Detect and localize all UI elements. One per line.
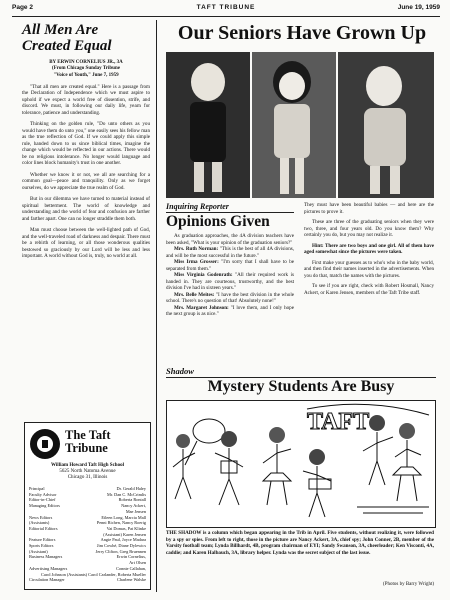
staff-name: Mr. Dan C. McCrimlis — [106, 491, 146, 497]
opinions-intro: As graduation approaches, the 4A division teachers have been asked, "What is your opinion of the graduation seniors?" — [166, 233, 294, 246]
staff-name: Eileen Long, Marcia Mall — [101, 514, 146, 520]
staff-name: Dr. Gerald Haley — [116, 486, 146, 491]
shadow-sketch — [166, 400, 436, 528]
staff-role: Faculty Advisor — [29, 491, 57, 497]
opinion-quote — [166, 272, 294, 292]
babies-paragraph: First make your guesses as to who's who in the baby world, and then find their names inserted in the advertisements. When you do that, match the names with the pictures. — [304, 259, 434, 279]
header-rule — [12, 16, 440, 17]
shadow-headline: Mystery Students Are Busy — [207, 378, 395, 395]
opinions-title: Opinions Given — [166, 213, 270, 230]
press-association-seal-icon — [30, 429, 60, 459]
staff-list — [29, 486, 146, 583]
sketch-taft-lettering: TAFT — [307, 409, 370, 435]
staff-name: Nancy Ackert, — [121, 503, 146, 509]
babies-hint: Hint: There are two boys and one girl. All of them have aged somewhat since the pictures were taken. — [304, 242, 434, 255]
teacher-name: Miss Virginia Godenrath: — [174, 272, 233, 278]
staff-row — [29, 577, 146, 583]
issue-date: June 19, 1959 — [397, 4, 440, 11]
teacher-name: Mrs. Belle Meites: — [174, 291, 215, 298]
page-header — [12, 4, 440, 14]
opinion-quote — [166, 292, 294, 305]
staff-name: Carol Johnson (Assistants) Carol Carlander, Roberta Mueller — [41, 571, 146, 577]
editorial-paragraph: Man must choose between the well-lighted path of God, and the well-traveled road of darkness and despair. There must be a rebirth of learning, or all those wonderous qualities bestowed so graciously by our Lord will be less and less important. A world without God is, truly, no world at all. — [22, 227, 150, 260]
staff-name: Penni Richen, Nancy Roerig — [96, 520, 146, 526]
staff-name: Mae Jensen — [125, 508, 146, 514]
staff-name: Roberta Rontall — [118, 497, 146, 503]
opinions-column — [166, 202, 294, 318]
masthead-school: William Howard Taft High School — [51, 463, 124, 468]
babies-paragraph: They must have been beautiful babies — and here are the pictures to prove it. — [304, 202, 434, 215]
baby-photo-1 — [166, 52, 250, 198]
editorial-paragraph: But in our dilemma we have turned to material instead of spiritual betterment. The world of knowledge and understanding and the world of fear and confusion are farther and farther apart. One can no longer straddle them both. — [22, 196, 150, 222]
baby-photo-2 — [252, 52, 336, 198]
staff-name: Angie Paul, Joyce Madara — [100, 537, 146, 543]
staff-name: Jim Cowhé, Diane Dylewics — [96, 543, 146, 549]
masthead-address: 5625 North Natoma Avenue — [59, 469, 116, 474]
staff-name: Erwin Cornelius, — [116, 554, 146, 560]
masthead-title — [65, 429, 111, 455]
teacher-name: Mrs. Margaret Johnson: — [174, 304, 229, 311]
babies-paragraph: These are three of the graduating seniors when they were two, three, and four years old. Do you know them? Why certainly you do, but you may not realize it. — [304, 219, 434, 238]
staff-name: Vai Domas, Pat Klinke — [106, 525, 146, 531]
staff-role: Managing Editors — [29, 503, 60, 509]
staff-role: Feature Editors — [29, 537, 56, 543]
paper-name: TAFT TRIBUNE — [196, 4, 256, 11]
masthead-city: Chicago 31, Illinois — [67, 475, 108, 480]
quote-text: "I love them, and I only hope the next group is as nice." — [166, 304, 294, 317]
staff-name: (Assistant) Karen Jensen — [103, 531, 146, 537]
quote-text: "This is the best of all 4A divisions, and will be the most successful in the future." — [166, 246, 294, 259]
editorial-source-1: (From Chicago Sunday Tribune — [52, 66, 120, 72]
column-divider — [156, 20, 157, 592]
editorial-title — [22, 22, 150, 54]
staff-name: Art Olsen — [129, 560, 146, 566]
editorial-source-2: "Voice of Youth," June 7, 1959 — [53, 72, 119, 78]
editorial-paragraph: "That all men are created equal." Here is a passage from the Declaration of Independence which we must aspire to uphold if we expect a world free of dissention, strife, and discord. We must, in following our daily life, yearn for tolerance, patience and understanding. — [22, 83, 150, 116]
opinion-quote — [166, 259, 294, 272]
teacher-name: Mrs. Ruth Norman: — [174, 246, 219, 252]
opinion-quote — [166, 246, 294, 259]
staff-name: Jerry Clifton, Greg Bruennen — [95, 548, 146, 554]
quote-text: "I have the best division in the whole school. There's no question of that! Absolutely none!" — [166, 291, 294, 304]
masthead-title-line2: Tribune — [65, 441, 108, 455]
staff-role: Circulation Manager — [29, 577, 65, 583]
quote-text: "I'm sorry that I shall have to be separated from them." — [166, 259, 294, 272]
shadow-kicker: Shadow — [166, 366, 194, 376]
babies-column — [304, 202, 434, 296]
page-number: Page 2 — [12, 4, 33, 11]
staff-name: Connie Callahan, — [116, 565, 146, 571]
staff-role: (Assistant) — [29, 548, 48, 554]
shadow-caption: THE SHADOW is a column which began appearing in the Trib in April. Five students, without realizing it, were followed by a spy or spies. From left to right, those in the picture are Nancy Ackert, 3A, chief spy; John Conner, 2B, member of the Varsity football team; Lynda Billhardt, 4B, program chairman of EYI; Sandy Swanson, 3A, cheerleader; Ken Visconti, 4A, caddie; and Karen Halbauch, 3A, library helper. Lynda was the secret subject of the last issue. — [166, 530, 434, 556]
staff-name: Charlene Walske — [116, 577, 146, 583]
editorial-byline: BY ERWIN CORNELIUS JR., 3A — [49, 60, 123, 65]
staff-role: (Assistants) — [29, 520, 50, 526]
teacher-name: Miss Irma Grosser: — [174, 259, 219, 265]
opinion-quote — [166, 305, 294, 318]
inquiring-reporter-kicker: Inquiring Reporter — [166, 202, 294, 213]
staff-role: Principal — [29, 486, 45, 491]
editorial-paragraph: Thinking on the golden rule, "Do unto others as you would have them do unto you," one easily sees his fellow man as the true reflection of God. If we could apply this simple rule, handed down to us since biblical times, imagine the change which would be reflected in our actions. There would be no religious intolerance. No longer would language and color lines block humanity's trust in one another. — [22, 121, 150, 167]
staff-role: News Editors — [29, 514, 53, 520]
baby-photo-3 — [338, 52, 434, 198]
seniors-headline: Our Seniors Have Grown Up — [177, 22, 427, 44]
editorial-column — [22, 22, 150, 260]
staff-role: Editor-in-Chief — [29, 497, 56, 503]
editorial-paragraph: Whether we know it or not, we all are searching for a common goal—peace and tranquility. Only as we forget ourselves, do we appreciate the true realm of God. — [22, 171, 150, 191]
masthead — [24, 422, 151, 590]
photo-credit: (Photos by Barry Wright) — [383, 582, 434, 587]
staff-role: Sports Editors — [29, 543, 54, 549]
staff-role: Advertising Managers — [29, 565, 68, 571]
babies-paragraph: To see if you are right, check with Robert Hosmall, Nancy Ackert, or Karen Jensen, members of the Taft Tribe staff. — [304, 283, 434, 296]
staff-role: Business Managers — [29, 554, 63, 560]
masthead-title-line1: The Taft — [65, 428, 111, 442]
editorial-title-line1: All Men Are — [22, 22, 99, 38]
staff-role: Editorial Editors — [29, 525, 58, 531]
editorial-title-line2: Created Equal — [22, 38, 112, 54]
quote-text: "All their required work is handed in. They are courteous, trustworthy, and the best division I've had in sixteen years." — [166, 272, 294, 291]
